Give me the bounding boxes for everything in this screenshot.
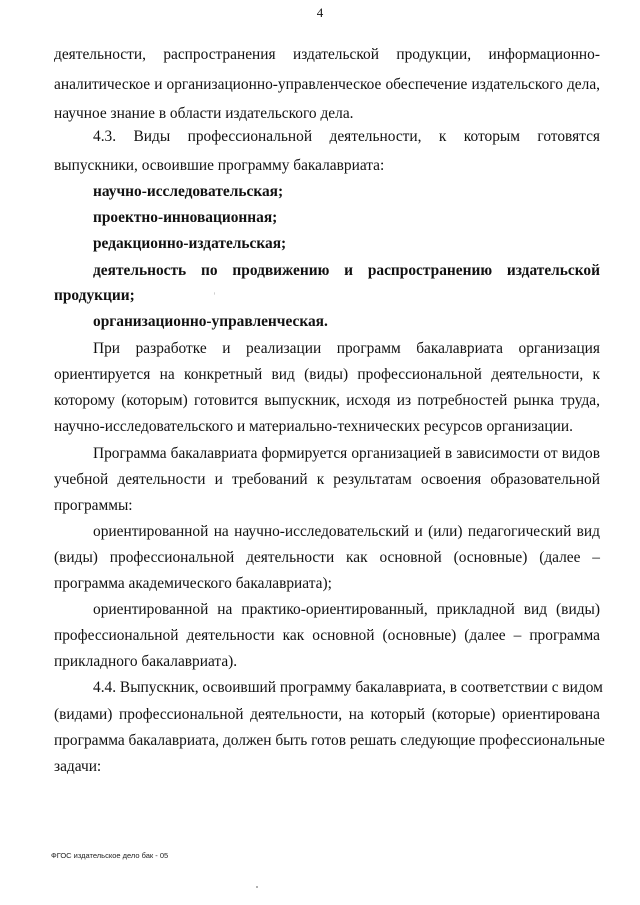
text-line: (виды) профессиональной деятельности как основной (основные) (далее – bbox=[54, 549, 600, 566]
text-line: ориентируется на конкретный вид (виды) профессиональной деятельности, к bbox=[54, 366, 600, 383]
text-line: (видами) профессиональной деятельности, на который (которые) ориентирована bbox=[54, 706, 600, 723]
activity-item: деятельность по продвижению и распространению издательской bbox=[93, 262, 600, 279]
text-line: программа академического бакалавриата); bbox=[54, 575, 332, 592]
text-line: ориентированной на практико-ориентированный, прикладной вид (виды) bbox=[93, 601, 600, 618]
text-line: программы: bbox=[54, 497, 133, 514]
scan-speck bbox=[256, 886, 258, 888]
text-line: программа бакалавриата, должен быть готов решать следующие профессиональные bbox=[54, 732, 605, 749]
text-line: Программа бакалавриата формируется организацией в зависимости от видов bbox=[93, 445, 600, 462]
text-line: задачи: bbox=[54, 758, 102, 775]
activity-item: редакционно-издательская; bbox=[93, 235, 287, 252]
text-line: 4.3. Виды профессиональной деятельности, к которым готовятся bbox=[93, 128, 600, 145]
activity-item: научно-исследовательская; bbox=[93, 183, 284, 200]
text-line: ориентированной на научно-исследовательский и (или) педагогический вид bbox=[93, 523, 600, 540]
page-number: 4 bbox=[316, 5, 324, 20]
activity-item: организационно-управленческая. bbox=[93, 313, 328, 330]
text-line: прикладного бакалавриата). bbox=[54, 653, 238, 670]
activity-item: проектно-инновационная; bbox=[93, 209, 278, 226]
activity-item: продукции; bbox=[54, 287, 135, 304]
text-line: аналитическое и организационно-управленческое обеспечение издательского дела, bbox=[54, 76, 600, 93]
text-line: деятельности, распространения издательской продукции, информационно- bbox=[54, 46, 600, 63]
text-line: При разработке и реализации программ бакалавриата организация bbox=[93, 340, 600, 357]
page-footer: ФГОС издательское дело бак - 05 bbox=[51, 851, 169, 860]
text-line: профессиональной деятельности как основной (основные) (далее – программа bbox=[54, 627, 600, 644]
text-line: научно-исследовательского и материально-технических ресурсов организации. bbox=[54, 418, 573, 435]
text-line: которому (которым) готовится выпускник, исходя из потребностей рынка труда, bbox=[54, 392, 600, 409]
text-line: научное знание в области издательского дела. bbox=[54, 105, 354, 122]
text-line: выпускники, освоившие программу бакалавриата: bbox=[54, 157, 385, 174]
scan-speck bbox=[214, 292, 215, 295]
text-line: учебной деятельности и требований к результатам освоения образовательной bbox=[54, 471, 600, 488]
text-line: 4.4. Выпускник, освоивший программу бакалавриата, в соответствии с видом bbox=[93, 679, 603, 696]
